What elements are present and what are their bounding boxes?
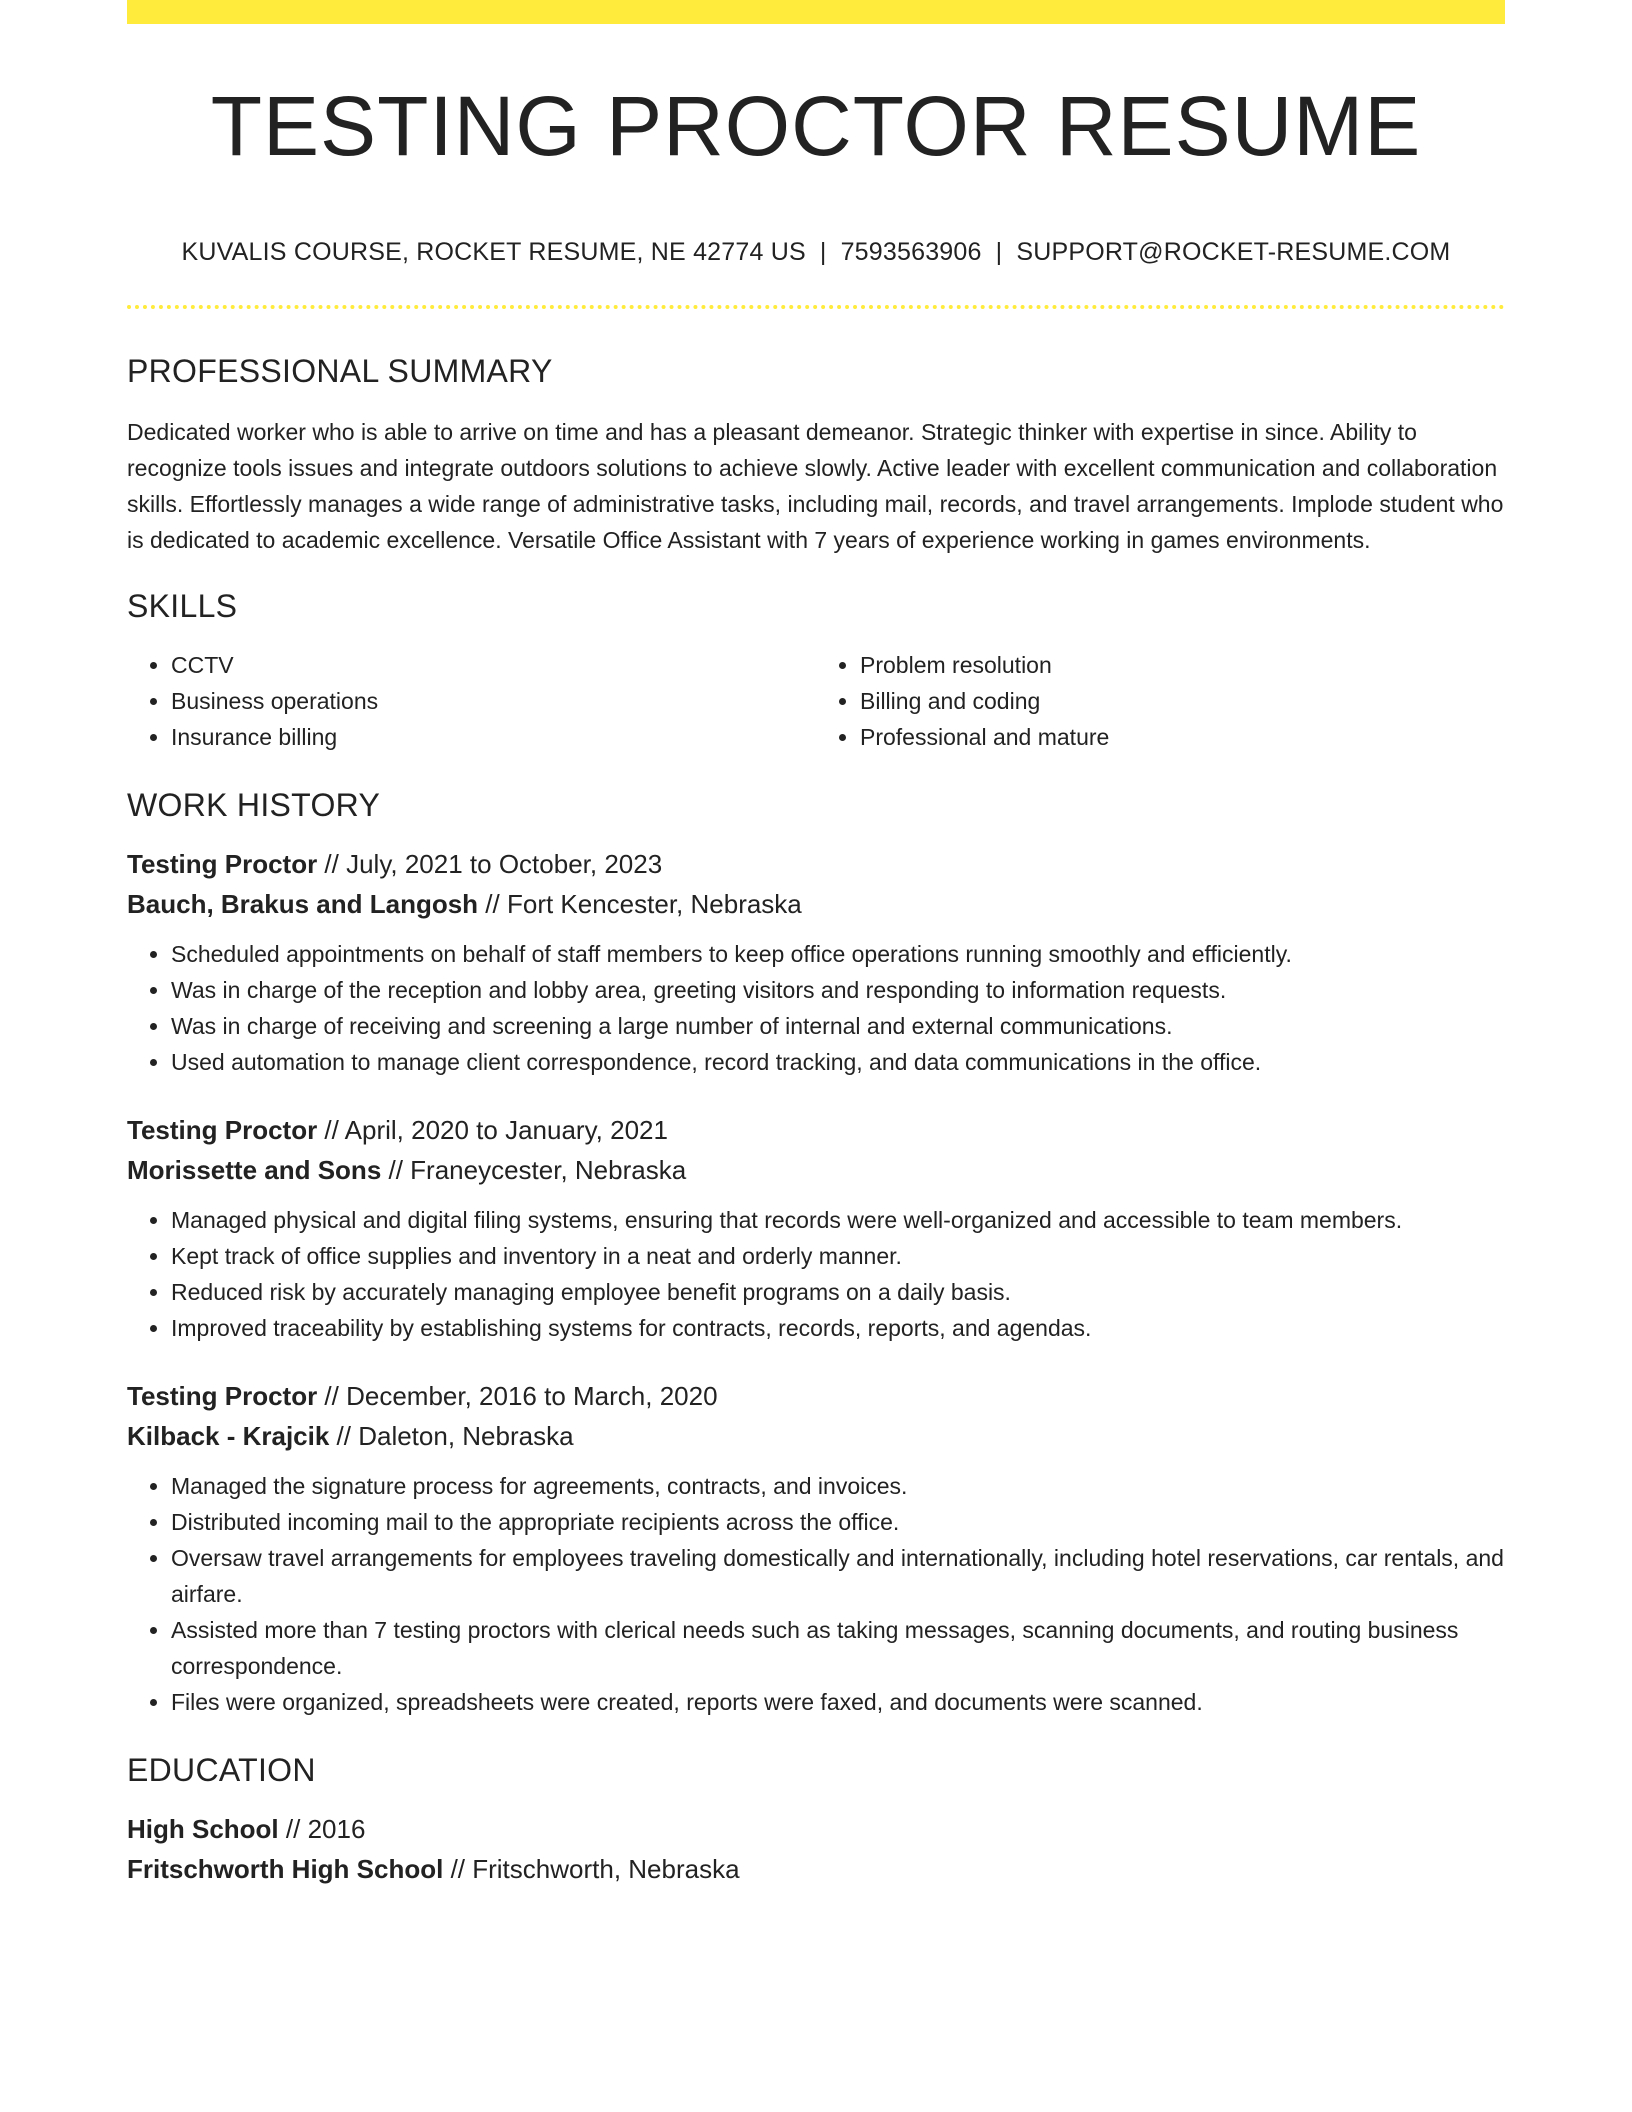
education-degree-line	[127, 1809, 1505, 1849]
job-entry	[127, 844, 1505, 1080]
education-school: Fritschworth High School	[127, 1854, 444, 1884]
contact-separator: |	[995, 238, 1003, 266]
contact-address: KUVALIS COURSE, ROCKET RESUME, NE 42774 US	[181, 238, 806, 266]
skills-list	[127, 647, 1505, 755]
job-location: // Daleton, Nebraska	[329, 1421, 574, 1451]
job-company-line	[127, 1416, 1505, 1456]
resume-page	[127, 0, 1505, 1889]
skill-item: • Business operations	[171, 683, 816, 719]
job-bullets	[127, 936, 1505, 1080]
summary-heading: PROFESSIONAL SUMMARY	[127, 353, 553, 389]
education-year: // 2016	[278, 1814, 366, 1844]
contact-separator: |	[819, 238, 827, 266]
job-entry	[127, 1376, 1505, 1720]
job-location: // Fort Kencester, Nebraska	[478, 889, 802, 919]
job-company-line	[127, 1150, 1505, 1190]
job-bullet: • Files were organized, spreadsheets were created, reports were faxed, and documents were scanned.	[171, 1684, 1505, 1720]
job-bullet: • Reduced risk by accurately managing employee benefit programs on a daily basis.	[171, 1274, 1505, 1310]
dotted-divider	[127, 305, 1505, 309]
job-bullet: • Managed physical and digital filing systems, ensuring that records were well-organized and accessible to team members.	[171, 1202, 1505, 1238]
job-company: Kilback - Krajcik	[127, 1421, 330, 1451]
job-company: Bauch, Brakus and Langosh	[127, 889, 479, 919]
job-company-line	[127, 884, 1505, 924]
job-company: Morissette and Sons	[127, 1155, 382, 1185]
job-title: Testing Proctor	[127, 849, 318, 879]
skill-item: • CCTV	[171, 647, 816, 683]
job-bullet: • Was in charge of receiving and screening a large number of internal and external communications.	[171, 1008, 1505, 1044]
job-bullet: • Scheduled appointments on behalf of staff members to keep office operations running smoothly and efficiently.	[171, 936, 1505, 972]
skill-item: • Problem resolution	[860, 647, 1505, 683]
job-entry	[127, 1110, 1505, 1346]
work-history-heading: WORK HISTORY	[127, 787, 381, 823]
job-title-line	[127, 1376, 1505, 1416]
job-dates: // December, 2016 to March, 2020	[317, 1381, 718, 1411]
education-entry	[127, 1809, 1505, 1889]
skill-item: • Professional and mature	[860, 719, 1505, 755]
skills-heading: SKILLS	[127, 588, 238, 624]
job-title: Testing Proctor	[127, 1115, 318, 1145]
job-bullet: • Assisted more than 7 testing proctors with clerical needs such as taking messages, scanning documents, and routing business correspondence.	[171, 1612, 1505, 1684]
job-dates: // April, 2020 to January, 2021	[317, 1115, 668, 1145]
contact-phone: 7593563906	[840, 238, 982, 266]
job-bullets	[127, 1468, 1505, 1720]
job-bullet: • Was in charge of the reception and lobby area, greeting visitors and responding to information requests.	[171, 972, 1505, 1008]
job-bullet: • Kept track of office supplies and inventory in a neat and orderly manner.	[171, 1238, 1505, 1274]
job-title-line	[127, 844, 1505, 884]
job-bullet: • Distributed incoming mail to the appropriate recipients across the office.	[171, 1504, 1505, 1540]
job-title-line	[127, 1110, 1505, 1150]
resume-title: TESTING PROCTOR RESUME	[210, 79, 1422, 173]
contact-line	[127, 238, 1505, 267]
skills-column-left	[127, 647, 816, 755]
summary-text: Dedicated worker who is able to arrive on time and has a pleasant demeanor. Strategic thinker with expertise in since. Ability to recognize tools issues and integrate outdoors solutions to achieve slowly. Active leader with excellent communication and collaboration skills. Effortlessly manages a wide range of administrative tasks, including mail, records, and travel arrangements. Implode student who is dedicated to academic excellence. Versatile Office Assistant with 7 years of experience working in games environments.	[127, 419, 1504, 553]
education-school-line	[127, 1849, 1505, 1889]
education-heading: EDUCATION	[127, 1752, 316, 1788]
education-degree: High School	[127, 1814, 279, 1844]
education-location: // Fritschworth, Nebraska	[443, 1854, 740, 1884]
job-bullet: • Managed the signature process for agreements, contracts, and invoices.	[171, 1468, 1505, 1504]
accent-bar	[127, 0, 1505, 24]
job-title: Testing Proctor	[127, 1381, 318, 1411]
skill-item: • Insurance billing	[171, 719, 816, 755]
job-location: // Franeycester, Nebraska	[381, 1155, 687, 1185]
job-dates: // July, 2021 to October, 2023	[317, 849, 663, 879]
contact-email: SUPPORT@ROCKET-RESUME.COM	[1016, 238, 1451, 266]
skills-column-right	[816, 647, 1505, 755]
job-bullets	[127, 1202, 1505, 1346]
skill-item: • Billing and coding	[860, 683, 1505, 719]
job-bullet: • Oversaw travel arrangements for employees traveling domestically and internationally, including hotel reservations, car rentals, and airfare.	[171, 1540, 1505, 1612]
job-bullet: • Improved traceability by establishing systems for contracts, records, reports, and agendas.	[171, 1310, 1505, 1346]
job-bullet: • Used automation to manage client correspondence, record tracking, and data communications in the office.	[171, 1044, 1505, 1080]
